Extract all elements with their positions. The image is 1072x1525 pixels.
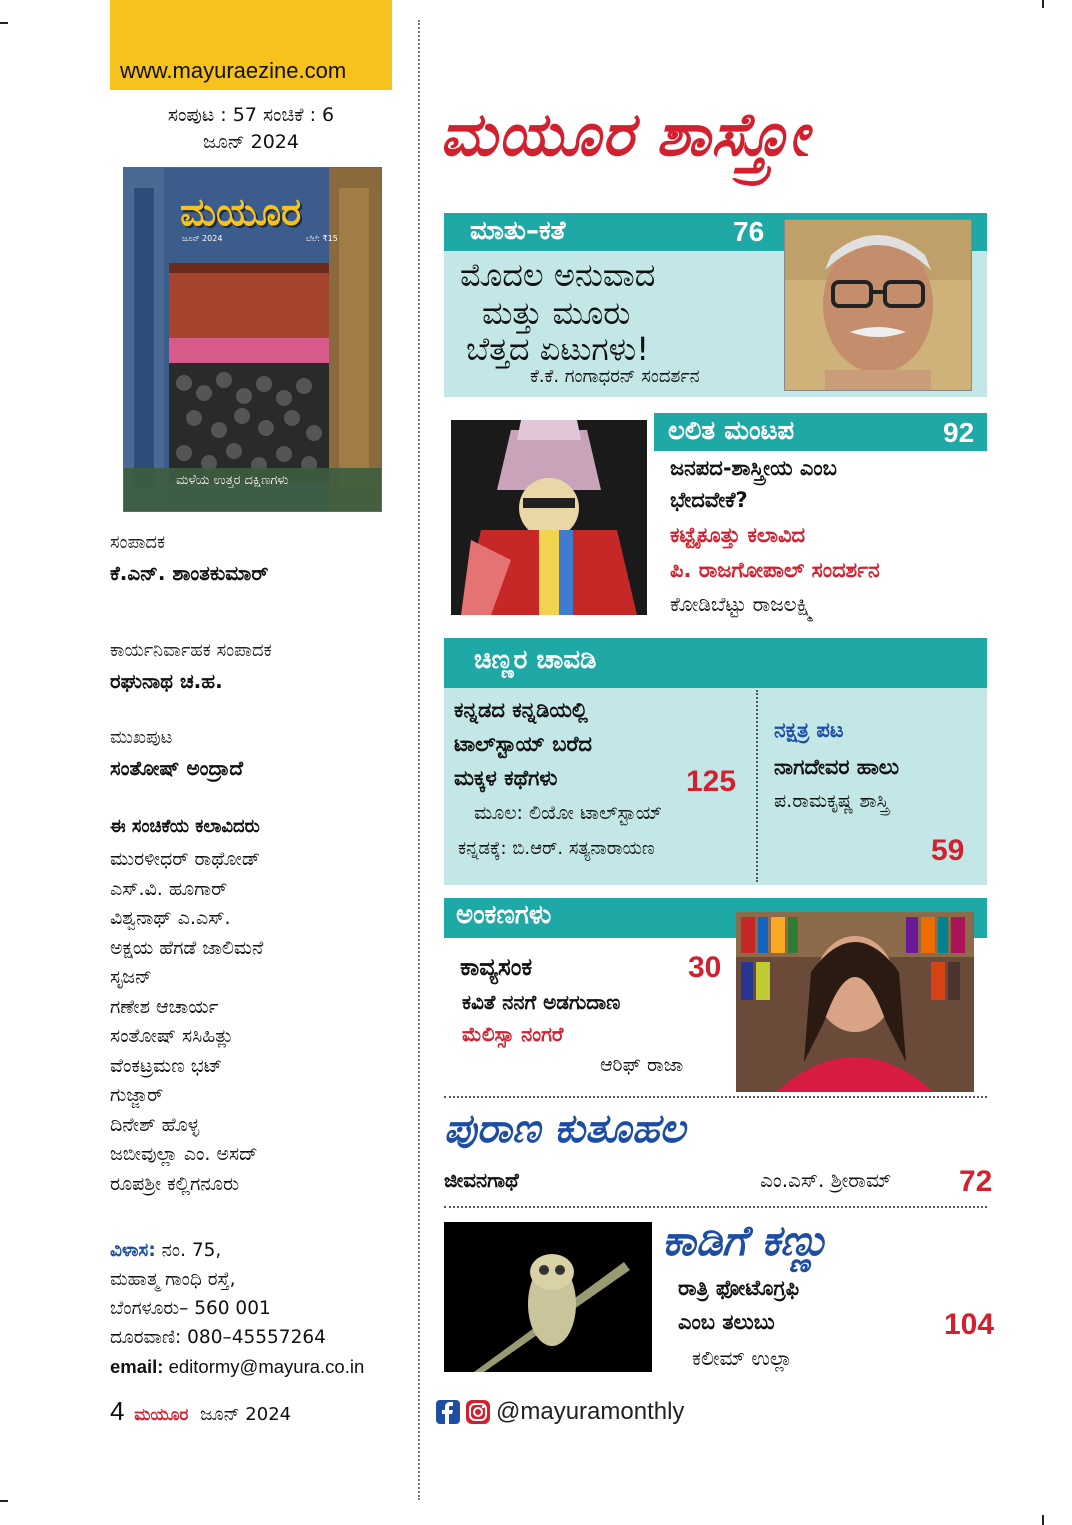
section-kids-label: ಚಿಣ್ಣರ ಚಾವಡಿ [474, 645, 597, 675]
section-columns-label: ಅಂಕಣಗಳು [456, 900, 552, 930]
crop-mark-bottom-left [0, 1500, 8, 1502]
separator-1 [444, 1096, 987, 1098]
social-handle[interactable]: @mayuramonthly [496, 1398, 685, 1425]
interview-title-2: ಮತ್ತು ಮೂರು [482, 294, 631, 332]
columns-byline: ಆರಿಫ್ ರಾಜಾ [600, 1054, 684, 1076]
address-block [110, 1236, 410, 1381]
nakshatra-page: 59 [931, 834, 965, 867]
owl-photo [444, 1222, 652, 1372]
kaadige-line-2: ಎಂಬ ತಲುಬು [678, 1310, 775, 1334]
facebook-icon[interactable] [436, 1400, 460, 1424]
address-label: ವಿಳಾಸ: [110, 1240, 156, 1261]
artist-name: ಎಸ್.ವಿ. ಹೂಗಾರ್ [110, 877, 228, 900]
artist-name: ಅಕ್ಷಯ ಹೆಗಡೆ ಜಾಲಿಮನೆ [110, 936, 264, 959]
lalitha-red-1: ಕಟ್ಟೈಕೂತ್ತು ಕಲಾವಿದ [670, 523, 806, 547]
crop-mark-top-right [1042, 0, 1044, 8]
editor-label: ಸಂಪಾದಕ [110, 532, 166, 553]
artists-label: ಈ ಸಂಚಿಕೆಯ ಕಲಾವಿದರು [110, 816, 260, 837]
section-interview-page: 76 [733, 216, 765, 247]
month-line: ಜೂನ್ 2024 [202, 131, 299, 153]
artist-name: ರೂಪಶ್ರೀ ಕಲ್ಲಿಗನೂರು [110, 1172, 240, 1195]
address-line-1: ನಂ. 75, [161, 1240, 222, 1261]
section-interview-label: ಮಾತು–ಕತೆ [470, 216, 566, 246]
exec-editor-name: ರಘುನಾಥ ಚ.ಹ. [110, 669, 223, 693]
artist-name: ವೆಂಕಟ್ರಮಣ ಭಟ್ [110, 1054, 223, 1077]
kids-title-2: ಟಾಲ್‌ಸ್ಟಾಯ್ ಬರೆದ [454, 732, 592, 756]
kaadige-byline: ಕಲೀಮ್ ಉಲ್ಲಾ [692, 1346, 793, 1370]
email-address[interactable]: editormy@mayura.co.in [168, 1356, 365, 1377]
lalitha-red-2: ಪಿ. ರಾಜಗೋಪಾಲ್ ಸಂದರ್ಶನ [670, 558, 880, 582]
cover-caption: ಮಳೆಯ ಉತ್ತರ ದಕ್ಷಿಣಗಳು [176, 473, 289, 488]
kids-title-1: ಕನ್ನಡದ ಕನ್ನಡಿಯಲ್ಲಿ [454, 698, 588, 722]
artist-name: ಗುಜ್ಜಾರ್ [110, 1084, 164, 1106]
lalitha-byline: ಕೋಡಿಬೆಟ್ಟು ರಾಜಲಕ್ಷ್ಮಿ [670, 592, 814, 616]
columns-page: 30 [688, 951, 722, 984]
nakshatra-label: ನಕ್ಷತ್ರ ಪಟ [774, 718, 844, 742]
cover-price: ಬೆಲೆ: ₹15 [306, 234, 338, 243]
separator-2 [444, 1206, 987, 1208]
dance-photo [451, 420, 647, 615]
artist-name: ಸೃಜನ್ [110, 966, 152, 988]
kaadige-line-1: ರಾತ್ರಿ ಫೋಟೊಗ್ರಫಿ [678, 1276, 800, 1300]
masthead: ಮಯೂರ ಶಾಸ್ತ್ರೋ [440, 100, 810, 170]
instagram-icon[interactable] [466, 1400, 490, 1424]
purana-byline: ಎಂ.ಎಸ್. ಶ್ರೀರಾಮ್ [760, 1168, 892, 1192]
email-label: email: [110, 1356, 164, 1377]
address-line-3: ಬೆಂಗಳೂರು– 560 001 [110, 1298, 271, 1319]
artist-name: ಮುರಳೀಧರ್ ರಾಥೋಡ್ [110, 848, 261, 870]
kids-title-3: ಮಕ್ಕಳ ಕಥೆಗಳು [454, 766, 558, 790]
columns-title: ಕಾವ್ಯಸಂಕ [460, 953, 533, 981]
kids-source: ಮೂಲ: ಲಿಯೋ ಟಾಲ್‌ಸ್ಟಾಯ್ [474, 802, 663, 824]
exec-editor-label: ಕಾರ್ಯನಿರ್ವಾಹಕ ಸಂಪಾದಕ [110, 640, 272, 661]
lalitha-line-1: ಜನಪದ-ಶಾಸ್ತ್ರೀಯ ಎಂಬ [670, 456, 837, 480]
crop-mark-bottom-right [1042, 1515, 1044, 1525]
interview-title-1: ಮೊದಲ ಅನುವಾದ [460, 256, 656, 294]
footer-month: ಜೂನ್ 2024 [200, 1404, 292, 1425]
purana-sub: ಜೀವನಗಾಥೆ [444, 1168, 519, 1192]
page-footer [110, 1396, 291, 1427]
kaadige-heading: ಕಾಡಿಗೆ ಕಣ್ಣು [662, 1216, 830, 1265]
crop-mark-top-left [0, 22, 8, 24]
volume-line: ಸಂಪುಟ : 57 ಸಂಚಿಕೆ : 6 [167, 104, 335, 126]
interview-title-3: ಬೆತ್ತದ ಏಟುಗಳು! [466, 330, 650, 368]
cover-image [123, 167, 382, 512]
lalitha-line-2: ಭೇದವೇಕೆ? [670, 488, 748, 512]
section-lalitha-label: ಲಲಿತ ಮಂಟಪ [668, 416, 795, 446]
interview-portrait [784, 219, 972, 391]
column-divider [418, 20, 420, 1500]
artist-name: ವಿಶ್ವನಾಥ್ ಎ.ಎಸ್. [110, 907, 231, 929]
website-banner [110, 0, 392, 90]
cover-credit-name: ಸಂತೋಷ್ ಅಂದ್ರಾದೆ [110, 756, 244, 780]
columns-portrait [736, 912, 974, 1092]
columns-line-1: ಕವಿತೆ ನನಗೆ ಅಡಗುದಾಣ [462, 990, 621, 1014]
artist-name: ದಿನೇಶ್ ಹೊಳ್ಳ [110, 1113, 200, 1136]
artists-list [110, 845, 400, 1199]
cover-logo: ಮಯೂರ [180, 190, 302, 234]
artist-name: ಜಬೀವುಲ್ಲಾ ಎಂ. ಅಸದ್ [110, 1143, 258, 1165]
section-lalitha-page: 92 [943, 417, 975, 448]
cover-credit-label: ಮುಖಪುಟ [110, 727, 173, 748]
kids-divider [756, 690, 758, 882]
issue-info [110, 102, 392, 156]
nakshatra-title: ನಾಗದೇವರ ಹಾಲು [774, 755, 900, 779]
address-line-2: ಮಹಾತ್ಮ ಗಾಂಧಿ ರಸ್ತೆ, [110, 1269, 236, 1290]
purana-page: 72 [959, 1165, 993, 1198]
website-url[interactable]: www.mayuraezine.com [120, 58, 347, 83]
phone: ದೂರವಾಣಿ: 080–45557264 [110, 1327, 326, 1348]
purana-heading: ಪುರಾಣ ಕುತೂಹಲ [444, 1106, 686, 1152]
kids-page: 125 [686, 765, 737, 798]
page-number: 4 [110, 1396, 125, 1426]
cover-date: ಜೂನ್ 2024 [182, 234, 223, 243]
footer-logo: ಮಯೂರ [134, 1405, 189, 1425]
interview-byline: ಕೆ.ಕೆ. ಗಂಗಾಧರನ್ ಸಂದರ್ಶನ [530, 366, 700, 387]
artist-name: ಗಣೇಶ ಆಚಾರ್ಯ [110, 995, 219, 1018]
kids-translator: ಕನ್ನಡಕ್ಕೆ: ಬಿ.ಆರ್. ಸತ್ಯನಾರಾಯಣ [458, 838, 655, 859]
editor-name: ಕೆ.ಎನ್. ಶಾಂತಕುಮಾರ್ [110, 561, 269, 585]
columns-red: ಮೆಲಿಸ್ಸಾ ನಂಗರೆ [462, 1022, 564, 1046]
artist-name: ಸಂತೋಷ್ ಸಸಿಹಿತ್ಲು [110, 1025, 234, 1047]
kaadige-page: 104 [944, 1308, 995, 1341]
nakshatra-byline: ಪ.ರಾಮಕೃಷ್ಣ ಶಾಸ್ತ್ರಿ [774, 790, 889, 812]
